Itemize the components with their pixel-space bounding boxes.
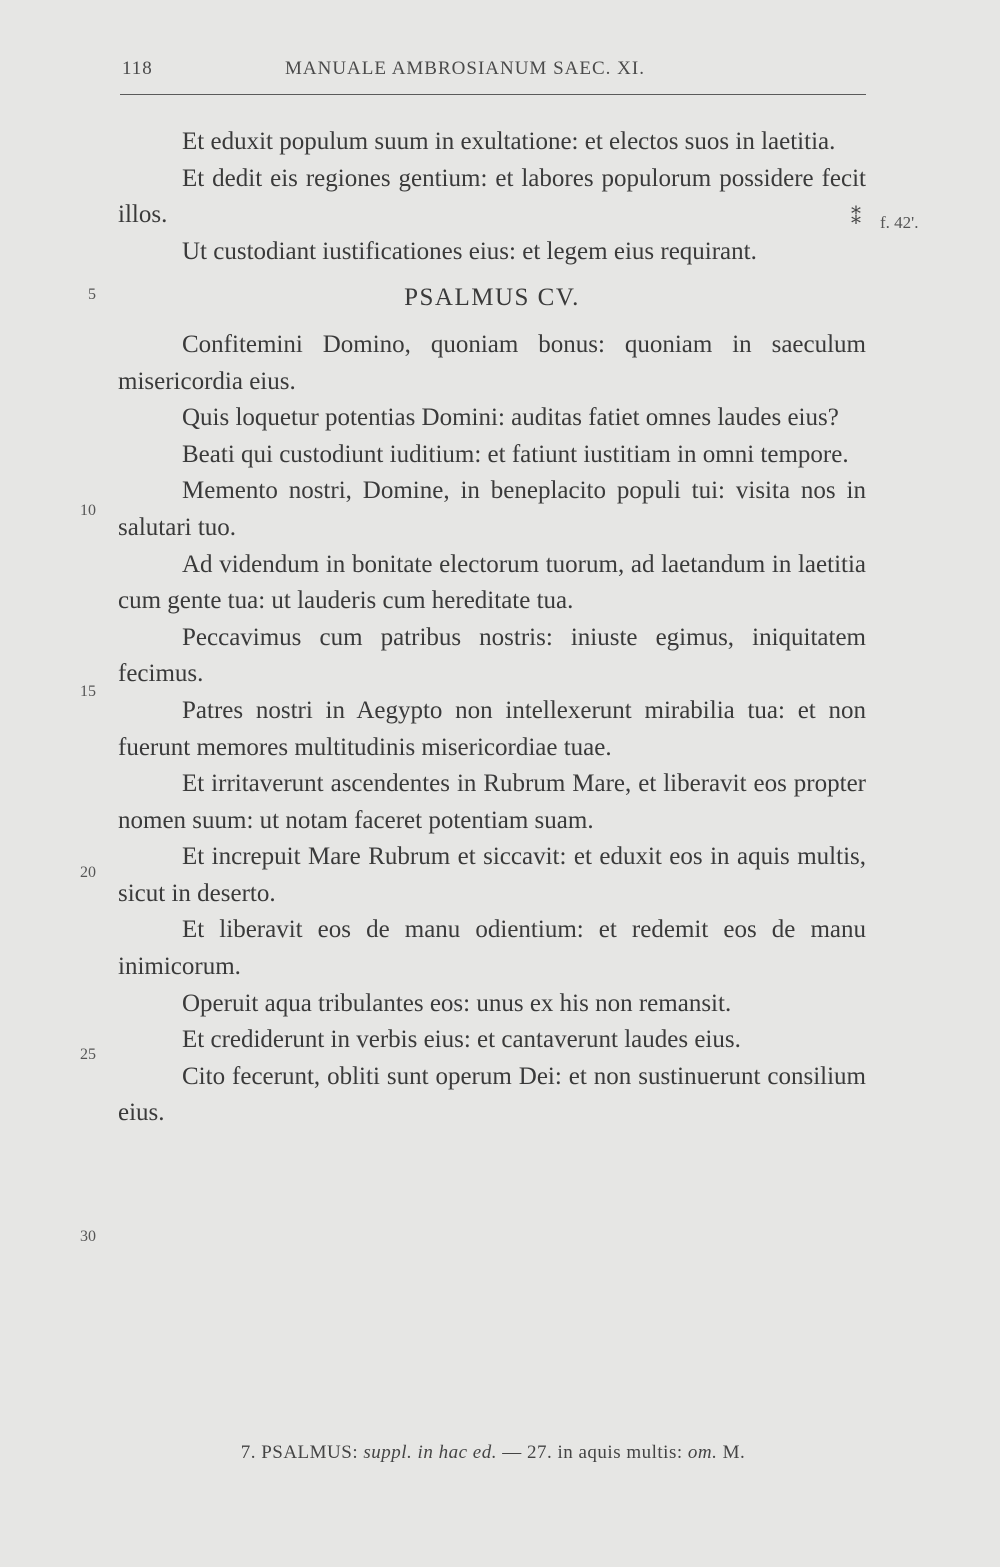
line-number: 30: [80, 1228, 96, 1245]
folio-cross-icon: ⁑: [851, 207, 861, 229]
running-title: MANUALE AMBROSIANUM SAEC. XI.: [285, 58, 645, 79]
verse: Cito fecerunt, obliti sunt operum Dei: et non sustinuerunt consilium eius.: [118, 1062, 866, 1127]
folio-reference: f. 42'.: [880, 213, 919, 232]
verse: Et increpuit Mare Rubrum et siccavit: et eduxit eos in aquis multis, sicut in deserto.: [118, 843, 866, 907]
line-number: 10: [80, 502, 96, 519]
verse: Beati qui custodiunt iuditium: et fatiunt iustitiam in omni tempore.: [182, 440, 849, 468]
footnote-note: om.: [687, 1442, 718, 1463]
verse: Peccavimus cum patribus nostris: iniuste egimus, iniquitatem fecimus.: [118, 623, 866, 688]
verse: Et irritaverunt ascendentes in Rubrum Mare, et liberavit eos propter nomen suum: ut notam faceret potentiam suam.: [118, 770, 866, 834]
verse: Quis loquetur potentias Domini: auditas fatiet omnes laudes eius?: [182, 404, 839, 432]
running-header: [120, 58, 866, 88]
verse: Ad videndum in bonitate electorum tuorum, ad laetandum in laetitia cum gente tua: ut lauderis cum hereditate tua.: [118, 550, 866, 615]
verse: Patres nostri in Aegypto non intellexerunt mirabilia tua: et non fuerunt memores multitudinis misericordiae tuae.: [118, 696, 866, 761]
footnote: [120, 1442, 866, 1464]
verse: Memento nostri, Domine, in beneplacito populi tui: visita nos in salutari tuo.: [118, 477, 866, 541]
line-number: 15: [80, 683, 96, 700]
verse: Et dedit eis regiones gentium: et labores populorum possidere fecit illos.: [118, 164, 866, 229]
header-rule: [120, 94, 866, 95]
footnote-dash: —: [502, 1442, 522, 1463]
verse: Et liberavit eos de manu odientium: et redemit eos de manu inimicorum.: [118, 916, 866, 981]
verse: Et eduxit populum suum in exultatione: et electos suos in laetitia.: [182, 128, 836, 155]
line-number: 5: [88, 286, 96, 303]
footnote-siglum: M.: [722, 1442, 746, 1463]
line-number: 25: [80, 1046, 96, 1063]
verse: Operuit aqua tribulantes eos: unus ex his non remansit.: [182, 989, 732, 1017]
verse: Et crediderunt in verbis eius: et cantaverunt laudes eius.: [182, 1026, 741, 1054]
verse: Ut custodiant iustificationes eius: et legem eius requirant.: [182, 237, 757, 265]
footnote-ref: 27. in aquis multis:: [526, 1442, 683, 1463]
footnote-note: suppl. in hac ed.: [363, 1442, 497, 1463]
footnote-ref: 7. PSALMUS:: [240, 1442, 359, 1463]
body-text: [118, 124, 866, 1132]
line-number: 20: [80, 864, 96, 881]
psalm-heading: PSALMUS CV.: [404, 284, 580, 312]
verse: Confitemini Domino, quoniam bonus: quoniam in saeculum misericordia eius.: [118, 330, 866, 395]
page-number: 118: [122, 58, 153, 79]
